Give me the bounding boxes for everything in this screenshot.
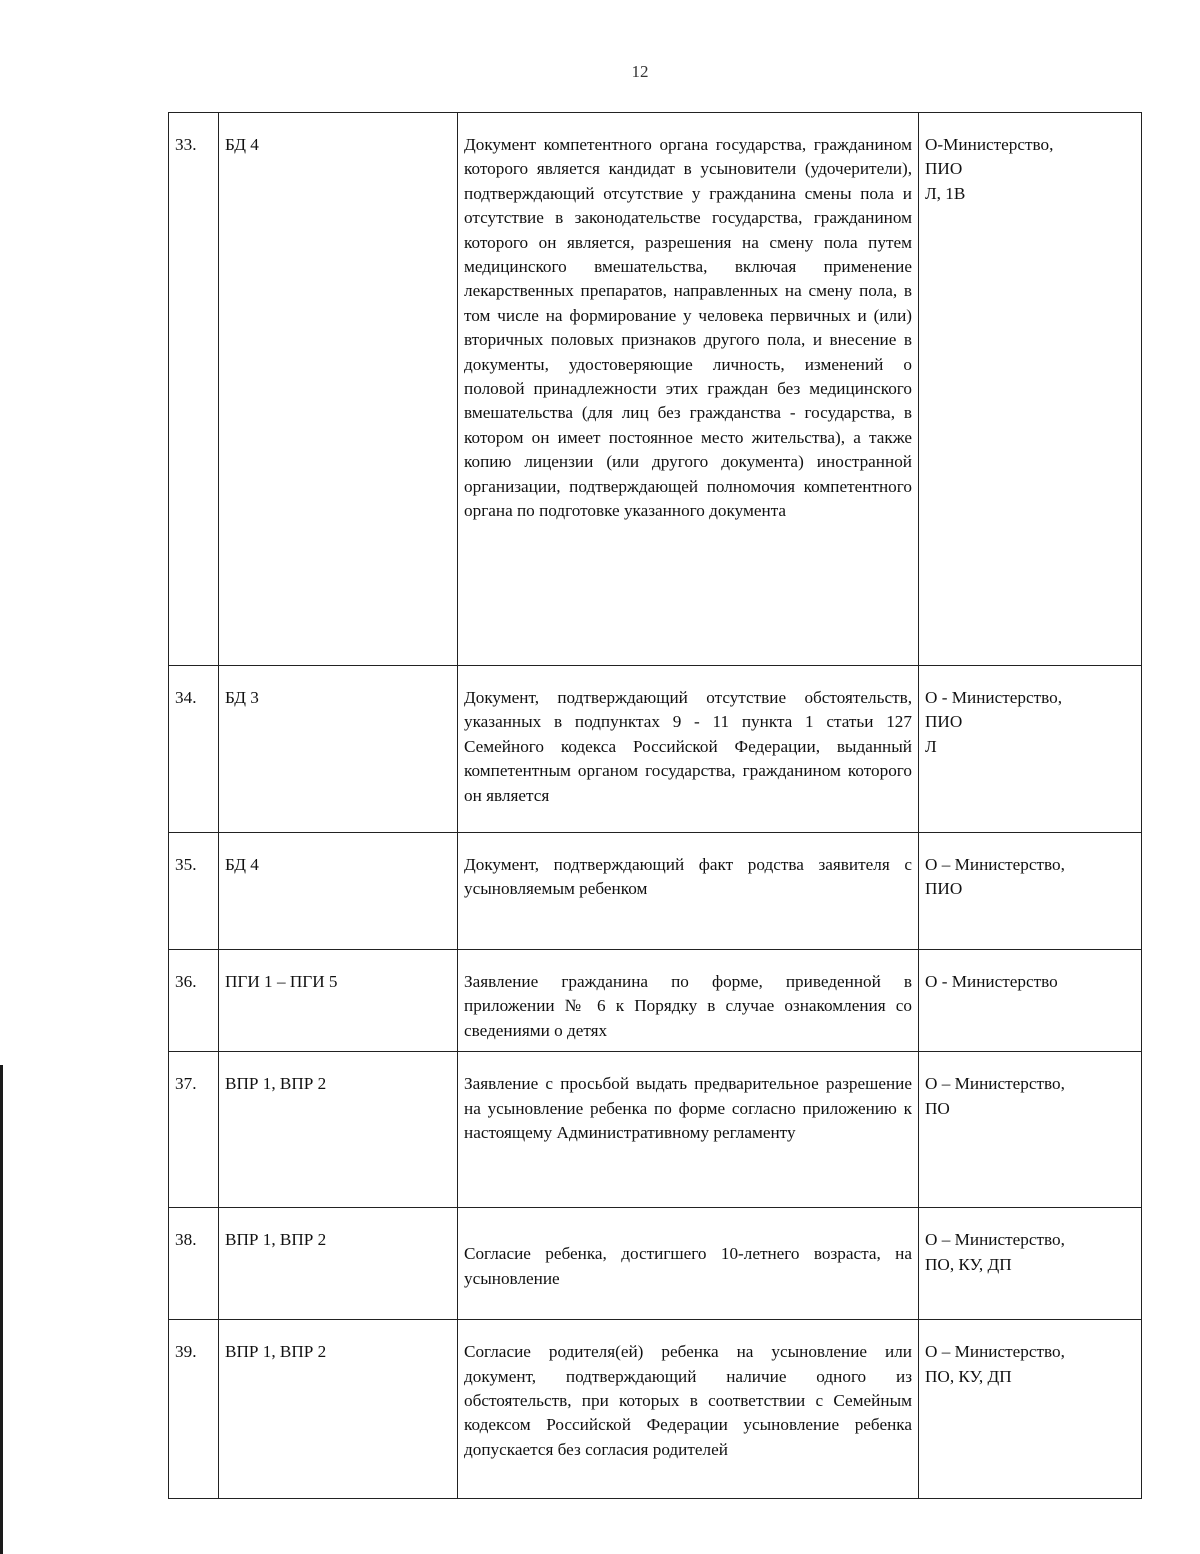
row-code: ВПР 1, ВПР 2 — [219, 1052, 458, 1208]
responsible-line: ПИО — [925, 712, 963, 732]
table-row — [169, 113, 1142, 666]
row-description: Документ, подтверждающий отсутствие обстоятельств, указанных в подпунктах 9 - 11 пункта 1 статьи 127 Семейного кодекса Российской Федерации, выданный компетентным органом государства, гражданином которого он является — [458, 666, 919, 833]
row-description: Согласие родителя(ей) ребенка на усыновление или документ, подтверждающий наличие одного из обстоятельств, при которых в соответствии с Семейным кодексом Российской Федерации усыновление ребенка допускается без согласия родителей — [458, 1320, 919, 1499]
page-number: 12 — [631, 62, 649, 81]
row-number: 37. — [169, 1052, 219, 1208]
table-row — [169, 950, 1142, 1052]
responsible-line: ПО — [925, 1098, 950, 1118]
row-number: 35. — [169, 833, 219, 950]
responsible-line: О - Министерство, — [925, 688, 1062, 707]
row-number: 36. — [169, 950, 219, 1052]
table-row — [169, 1208, 1142, 1320]
row-description: Заявление гражданина по форме, приведенной в приложении № 6 к Порядку в случае ознакомления со сведениями о детях — [458, 950, 919, 1052]
responsible-line: О – Министерство, — [925, 1230, 1065, 1250]
table-row — [169, 666, 1142, 833]
responsible-line: О – Министерство, — [925, 855, 1065, 874]
row-responsible — [919, 1208, 1142, 1320]
responsible-line: ПИО — [925, 159, 963, 179]
responsible-line: ПО, КУ, ДП — [925, 1366, 1012, 1386]
row-code: ВПР 1, ВПР 2 — [219, 1320, 458, 1499]
row-description — [458, 1208, 919, 1320]
row-responsible — [919, 1320, 1142, 1499]
documents-table — [168, 112, 1142, 1499]
row-responsible — [919, 666, 1142, 833]
row-responsible — [919, 1052, 1142, 1208]
row-number: 38. — [169, 1208, 219, 1320]
row-responsible — [919, 950, 1142, 1052]
responsible-line: О-Министерство, — [925, 135, 1054, 154]
row-number: 39. — [169, 1320, 219, 1499]
row-description: Документ компетентного органа государства, гражданином которого является кандидат в усыновители (удочерители), подтверждающий отсутствие у гражданина смены пола и отсутствие в законодательстве государства, гражданином которого он является, разрешения на смену пола путем медицинского вмешательства, включая применение лекарственных препаратов, направленных на смену пола, в том числе на формирование у человека первичных и (или) вторичных половых признаков другого пола, и внесение в документы, удостоверяющие личность, изменений о половой принадлежности этих граждан без медицинского вмешательства (для лиц без гражданства - государства, в котором он имеет постоянное место жительства), а также копию лицензии (или другого документа) иностранной организации, подтверждающей полномочия компетентного органа по подготовке указанного документа — [458, 113, 919, 666]
table-row — [169, 833, 1142, 950]
row-responsible — [919, 113, 1142, 666]
table-row — [169, 1320, 1142, 1499]
scan-edge-mark — [0, 1065, 3, 1554]
responsible-line: О – Министерство, — [925, 1074, 1065, 1094]
responsible-line: ПО, КУ, ДП — [925, 1254, 1012, 1274]
responsible-line: Л — [925, 736, 937, 756]
row-code: БД 3 — [219, 666, 458, 833]
responsible-line: ПИО — [925, 879, 963, 899]
row-code: ПГИ 1 – ПГИ 5 — [219, 950, 458, 1052]
row-description-text: Согласие ребенка, достигшего 10-летнего возраста, на усыновление — [464, 1244, 912, 1288]
row-code: БД 4 — [219, 833, 458, 950]
responsible-line: О – Министерство, — [925, 1342, 1065, 1362]
row-code: ВПР 1, ВПР 2 — [219, 1208, 458, 1320]
row-number: 33. — [169, 113, 219, 666]
responsible-line: Л, 1В — [925, 183, 966, 203]
row-description: Документ, подтверждающий факт родства заявителя с усыновляемым ребенком — [458, 833, 919, 950]
row-number: 34. — [169, 666, 219, 833]
row-code: БД 4 — [219, 113, 458, 666]
row-responsible — [919, 833, 1142, 950]
responsible-line: О - Министерство — [925, 972, 1058, 991]
table-row — [169, 1052, 1142, 1208]
row-description: Заявление с просьбой выдать предварительное разрешение на усыновление ребенка по форме согласно приложению к настоящему Административному регламенту — [458, 1052, 919, 1208]
